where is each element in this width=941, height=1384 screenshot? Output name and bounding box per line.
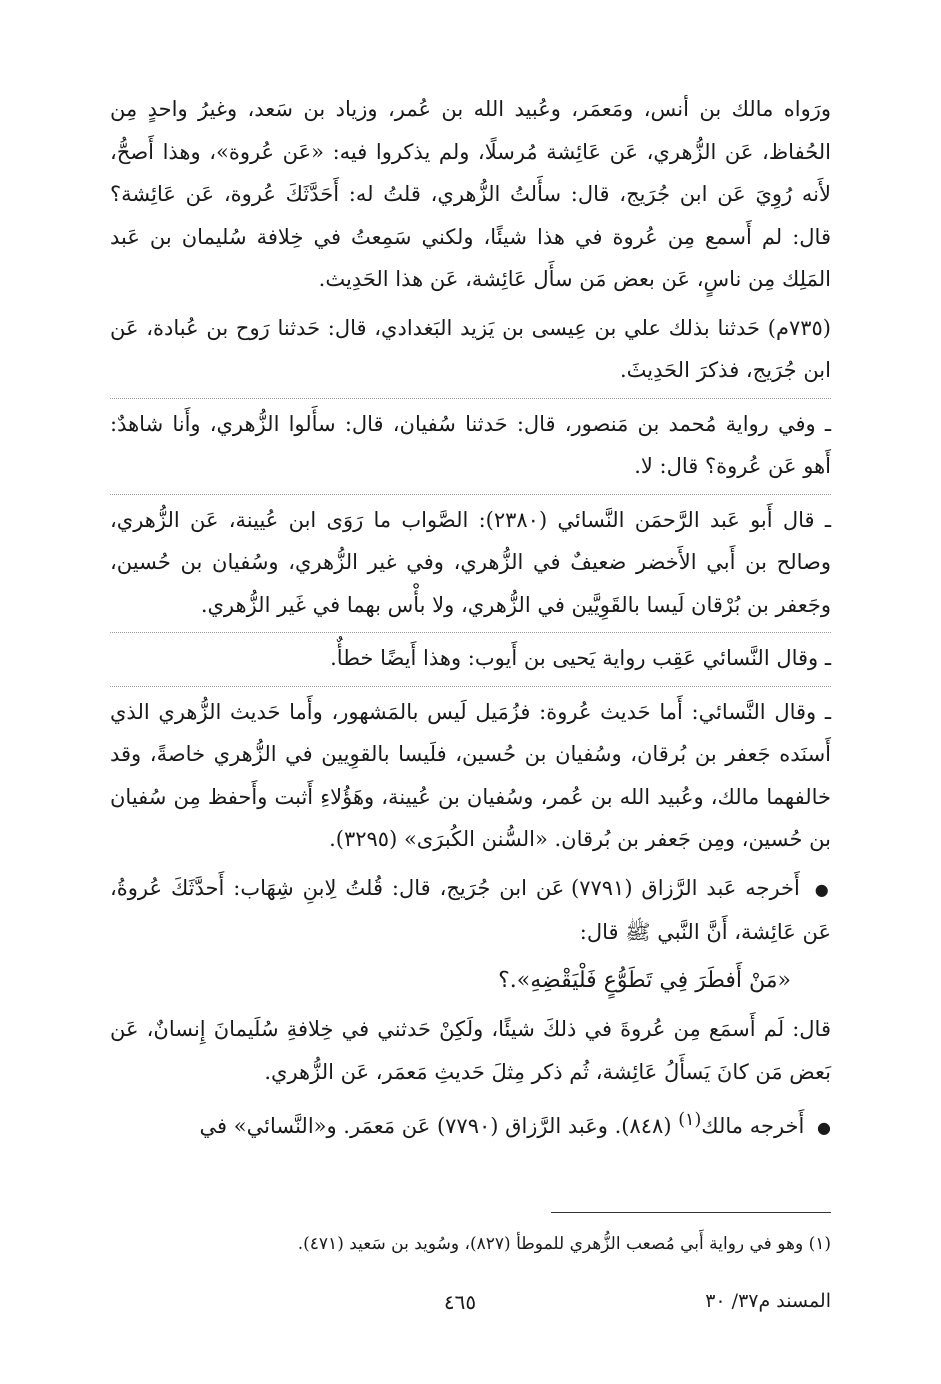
- paragraph-5: ـ وقال النَّسائي عَقِب رواية يَحيى بن أَيوب: وهذا أَيضًا خطأٌ.: [110, 632, 831, 680]
- paragraph-3: ـ وفي رواية مُحمد بن مَنصور، قال: حَدثنا سُفيان، قال: سأَلوا الزُّهري، وأَنا شاهدٌ: أَهو عَن عُروة؟ قال: لا.: [110, 398, 831, 488]
- footnote: (١) وهو في رواية أَبي مُصعب الزُّهري للموطأ (٨٢٧)، وسُويد بن سَعيد (٤٧١).: [297, 1234, 831, 1254]
- after-quote-paragraph: قال: لَم أَسمَع مِن عُروةَ في ذلكَ شيئًا، ولَكِنْ حَدثني في خِلافةِ سُلَيمانَ إِنسانٌ، عَن بَعض مَن كانَ يَسأَلُ عَائِشة، ثُم ذكر مِثلَ حَديثِ مَعمَر، عَن الزُّهري.: [110, 1017, 831, 1084]
- footnote-marker: (١): [678, 1110, 702, 1130]
- page-number: ٤٦٥: [443, 1290, 477, 1314]
- bullet-paragraph-2-text: أَخرجه مالك: [701, 1114, 805, 1138]
- main-text: [110, 88, 831, 1156]
- bullet-paragraph-2-rest: (٨٤٨). وعَبد الرَّزاق (٧٧٩٠) عَن مَعمَر. و«النَّسائي» في: [199, 1114, 679, 1138]
- bullet-icon: ●: [814, 879, 831, 899]
- bullet-paragraph-1: [110, 867, 831, 954]
- paragraph-2: (٧٣٥م) حَدثنا بذلك علي بن عِيسى بن يَزيد البَغدادي، قال: حَدثنا رَوح بن عُبادة، عَن ابن جُرَيج، فذكرَ الحَدِيثَ.: [110, 315, 831, 382]
- paragraph-4: ـ قال أَبو عَبد الرَّحمَن النَّسائي (٢٣٨٠): الصَّواب ما رَوَى ابن عُيينة، عَن الزُّهري، وصالح بن أَبي الأَخضر ضعيفٌ في الزُّهري، وفي غير الزُّهري، وسُفيان بن حُسين، وجَعفر بن بُرْقان لَيسا بالقَوِيَّين في الزُّهري، ولا بأْس بهما في غَير الزُّهري.: [110, 494, 831, 627]
- paragraph-1: ورَواه مالك بن أنس، ومَعمَر، وعُبيد الله بن عُمر، وزياد بن سَعد، وغيرُ واحدٍ مِن الحُفاظ، عَن الزُّهري، عَن عَائِشة مُرسلًا، ولم يذكروا فيه: «عَن عُروة»، وهذا أَصحُّ، لأَنه رُوِيَ عَن ابن جُرَيج، قال: سأَلتُ الزُّهري، قلتُ له: أَحَدَّثَكَ عُروة، عَن عَائِشة؟ قال: لم أَسمع مِن عُروة في هذا شيئًا، ولكني سَمِعتُ في خِلافة سُليمان بن عَبد المَلِك مِن ناسٍ، عَن بعض مَن سأَل عَائِشة، عَن هذا الحَدِيث.: [110, 97, 831, 291]
- hadith-quote: «مَنْ أَفطَرَ فِي تَطَوُّعٍ فَلْيَقْضِهِ».؟: [498, 967, 791, 993]
- paragraph-6: ـ وقال النَّسائي: أَما حَديث عُروة: فزُمَيل لَيس بالمَشهور، وأَما حَديث الزُّهري الذي أَسنَده جَعفر بن بُرقان، وسُفيان بن حُسين، فلَيسا بالقوِيين في الزُّهري خاصةً، وقد خالفهما مالك، وعُبيد الله بن عُمر، وسُفيان بن عُيينة، وهَؤُلاءِ أَثبت وأَحفظ مِن سُفيان بن حُسين، ومِن جَعفر بن بُرقان. «السُّنن الكُبرَى» (٣٢٩٥).: [110, 686, 831, 861]
- bullet-paragraph-1-text: أَخرجه عَبد الرَّزاق (٧٧٩١) عَن ابن جُرَيج، قال: قُلتُ لِابنِ شِهَاب: أَحدَّثَكَ عُروةُ، عَن عَائِشة، أَنَّ النَّبي ﷺ قال:: [110, 875, 831, 944]
- bullet-paragraph-2: [110, 1099, 831, 1150]
- volume-signature: المسند م٣٧/ ٣٠: [705, 1290, 831, 1312]
- footnote-divider: [551, 1212, 831, 1213]
- bullet-icon: ●: [817, 1118, 831, 1137]
